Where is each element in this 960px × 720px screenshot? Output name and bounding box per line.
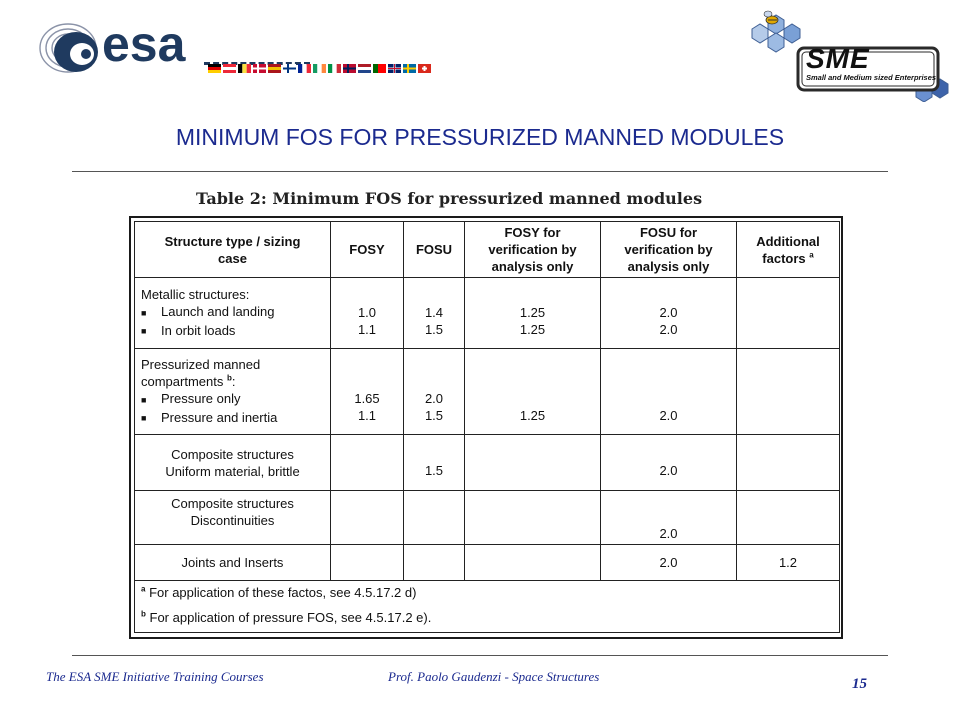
member-state-flags bbox=[208, 64, 431, 73]
cell-value: 1.5 bbox=[424, 408, 444, 423]
cell-fosy bbox=[331, 435, 404, 491]
bullet-icon: ■ bbox=[141, 307, 147, 318]
cell-fosy-analysis bbox=[465, 435, 601, 491]
cell-additional bbox=[737, 349, 840, 435]
row-item bbox=[141, 303, 330, 321]
row-title: Joints and Inserts bbox=[181, 555, 284, 570]
header-additional-label: Additional factors bbox=[756, 233, 820, 266]
footnote-text: For application of these factos, see 4.5.17.2 d) bbox=[149, 585, 417, 600]
table-row bbox=[135, 435, 840, 491]
row-title-sup: b bbox=[227, 374, 232, 384]
flag-italy-icon bbox=[328, 64, 341, 73]
slide-title: MINIMUM FOS FOR PRESSURIZED MANNED MODULES bbox=[175, 124, 785, 150]
footnote-text: For application of pressure FOS, see 4.5.17.2 e). bbox=[149, 610, 432, 625]
row-title: Pressurized manned bbox=[141, 357, 261, 373]
footer-author: Prof. Paolo Gaudenzi - Space Structures bbox=[388, 669, 600, 684]
row-title: Composite structures bbox=[171, 496, 294, 511]
fos-table-frame bbox=[129, 216, 843, 639]
cell-value: 1.25 bbox=[519, 322, 546, 337]
cell-fosu bbox=[404, 349, 465, 435]
bullet-icon: ■ bbox=[141, 412, 147, 423]
header-additional bbox=[737, 222, 840, 278]
cell-value: 1.65 bbox=[354, 391, 380, 406]
cell-fosy bbox=[331, 545, 404, 581]
row-item-label: Pressure only bbox=[161, 391, 241, 407]
flag-germany-icon bbox=[208, 64, 221, 73]
flag-norway-icon bbox=[343, 64, 356, 73]
flag-spain-icon bbox=[268, 64, 281, 73]
row-structure bbox=[135, 545, 331, 581]
flag-netherlands-icon bbox=[358, 64, 371, 73]
cell-fosy-analysis bbox=[465, 278, 601, 349]
cell-value: 1.25 bbox=[519, 305, 546, 320]
row-structure bbox=[135, 349, 331, 435]
flag-austria-icon bbox=[223, 64, 236, 73]
cell-value: 2.0 bbox=[659, 305, 678, 320]
header-fosu: FOSU bbox=[404, 222, 465, 278]
table-caption: Table 2: Minimum FOS for pressurized manned modules bbox=[196, 189, 703, 208]
footnote-row bbox=[135, 581, 840, 633]
cell-fosy-analysis: 1.25 bbox=[465, 349, 601, 435]
cell-value: 1.1 bbox=[357, 322, 377, 337]
cell-fosu: 1.5 bbox=[404, 435, 465, 491]
table-header-row bbox=[135, 222, 840, 278]
flag-finland-icon bbox=[283, 64, 296, 73]
row-title: Metallic structures: bbox=[141, 287, 250, 303]
footer-divider bbox=[72, 655, 888, 656]
cell-fosu-analysis: 2.0 bbox=[601, 435, 737, 491]
cell-value: 1.4 bbox=[424, 305, 444, 320]
cell-fosu-analysis: 2.0 bbox=[601, 349, 737, 435]
footnote-a bbox=[135, 581, 839, 609]
cell-value: 1.1 bbox=[357, 408, 377, 423]
cell-additional bbox=[737, 491, 840, 545]
cell-fosu bbox=[404, 491, 465, 545]
row-structure-content bbox=[135, 356, 330, 426]
row-structure bbox=[135, 435, 331, 491]
flag-denmark-icon bbox=[253, 64, 266, 73]
cell-fosu-analysis: 2.0 bbox=[601, 491, 737, 545]
flag-sweden-icon bbox=[403, 64, 416, 73]
header-fosy: FOSY bbox=[331, 222, 404, 278]
flag-france-icon bbox=[298, 64, 311, 73]
sme-subtitle: Small and Medium sized Enterprises bbox=[806, 73, 937, 82]
header-fosy-analysis: FOSY for verification by analysis only bbox=[465, 222, 601, 278]
row-item-label: In orbit loads bbox=[161, 322, 236, 338]
bullet-icon: ■ bbox=[141, 394, 147, 405]
header-structure: Structure type / sizing case bbox=[135, 222, 331, 278]
footnote-mark: b bbox=[141, 609, 146, 619]
esa-wordmark: esa bbox=[102, 16, 186, 72]
sme-wordmark: SME bbox=[806, 43, 870, 74]
row-structure bbox=[135, 491, 331, 545]
cell-fosy bbox=[331, 349, 404, 435]
title-divider bbox=[72, 171, 888, 172]
row-title-suffix: : bbox=[231, 374, 236, 390]
row-item bbox=[141, 322, 330, 340]
cell-fosu bbox=[404, 278, 465, 349]
row-item-label: Pressure and inertia bbox=[161, 409, 278, 425]
cell-fosy-analysis bbox=[465, 491, 601, 545]
table-row bbox=[135, 545, 840, 581]
cell-fosu-analysis: 2.0 bbox=[601, 545, 737, 581]
flag-united-kingdom-icon bbox=[388, 64, 401, 73]
bullet-icon: ■ bbox=[141, 325, 147, 336]
row-structure bbox=[135, 278, 331, 349]
footnotes bbox=[135, 581, 840, 633]
cell-value: 2.0 bbox=[659, 322, 678, 337]
flag-belgium-icon bbox=[238, 64, 251, 73]
row-item bbox=[141, 409, 330, 427]
flag-portugal-icon bbox=[373, 64, 386, 73]
header-additional-sup: a bbox=[809, 250, 814, 260]
row-item-label: Launch and landing bbox=[161, 304, 275, 320]
flag-switzerland-icon bbox=[418, 64, 431, 73]
footer-course: The ESA SME Initiative Training Courses bbox=[46, 669, 264, 684]
cell-additional bbox=[737, 435, 840, 491]
row-structure-content bbox=[135, 286, 330, 339]
table-row bbox=[135, 349, 840, 435]
cell-fosu bbox=[404, 545, 465, 581]
row-title: Composite structures bbox=[171, 446, 294, 462]
flag-ireland-icon bbox=[313, 64, 326, 73]
row-title-label: compartments bbox=[141, 374, 224, 390]
cell-fosy-analysis bbox=[465, 545, 601, 581]
table-row bbox=[135, 278, 840, 349]
cell-fosy bbox=[331, 278, 404, 349]
page-number: 15 bbox=[852, 676, 867, 692]
cell-fosy bbox=[331, 491, 404, 545]
table-row bbox=[135, 491, 840, 545]
cell-additional: 1.2 bbox=[737, 545, 840, 581]
footnote-b bbox=[135, 609, 839, 632]
row-title-line bbox=[141, 373, 330, 390]
row-subtitle: Discontinuities bbox=[190, 513, 275, 528]
row-subtitle: Uniform material, brittle bbox=[165, 463, 300, 479]
cell-value: 1.5 bbox=[424, 322, 444, 337]
cell-value: 2.0 bbox=[424, 391, 444, 406]
cell-fosu-analysis bbox=[601, 278, 737, 349]
footnote-mark: a bbox=[141, 584, 146, 594]
header-fosu-analysis: FOSU for verification by analysis only bbox=[601, 222, 737, 278]
cell-additional bbox=[737, 278, 840, 349]
fos-table bbox=[134, 221, 840, 633]
cell-value: 1.0 bbox=[357, 305, 377, 320]
row-item bbox=[141, 390, 330, 408]
